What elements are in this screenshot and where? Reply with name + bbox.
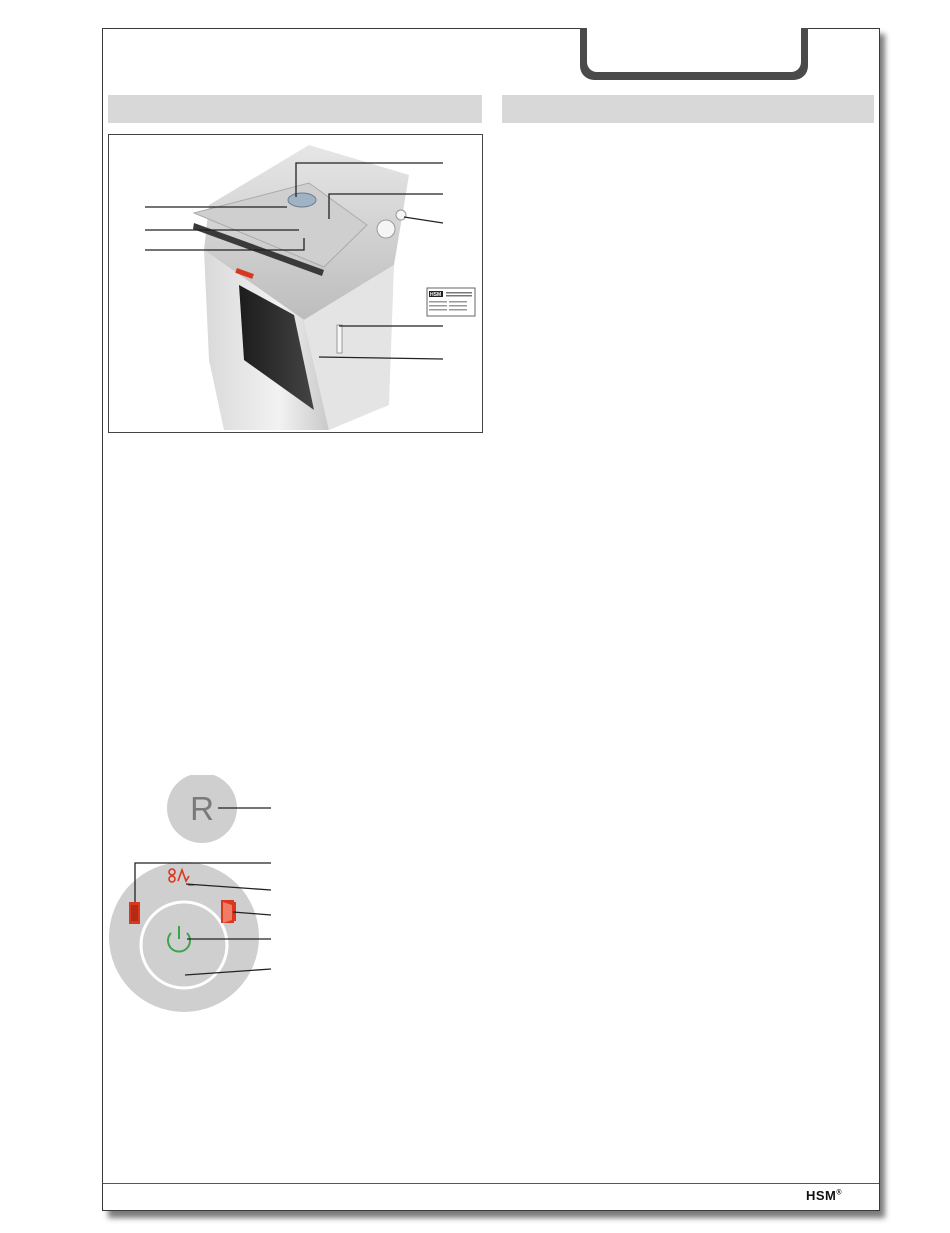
door-handle [337, 325, 342, 353]
logo-text: HSM [806, 1188, 837, 1203]
reset-button-icon [396, 210, 406, 220]
control-panel-icon [377, 220, 395, 238]
left-section-header-bar [108, 95, 482, 123]
hsm-logo [806, 1188, 842, 1203]
right-section-header-bar [502, 95, 874, 123]
chapter-tab-inner [587, 28, 801, 72]
bin-full-indicator-icon [129, 902, 140, 924]
shredder-illustration [109, 135, 483, 433]
control-panel-illustration [105, 775, 285, 1015]
power-switch-ring [141, 902, 227, 988]
logo-registered-mark: ® [836, 1189, 843, 1197]
type-plate-brand: HSM [430, 292, 442, 298]
type-plate [427, 288, 475, 316]
cd-disc-icon [288, 193, 316, 207]
reset-button-letter: R [190, 790, 214, 827]
footer-rule [103, 1183, 879, 1184]
shredder-photo-frame [108, 134, 483, 433]
